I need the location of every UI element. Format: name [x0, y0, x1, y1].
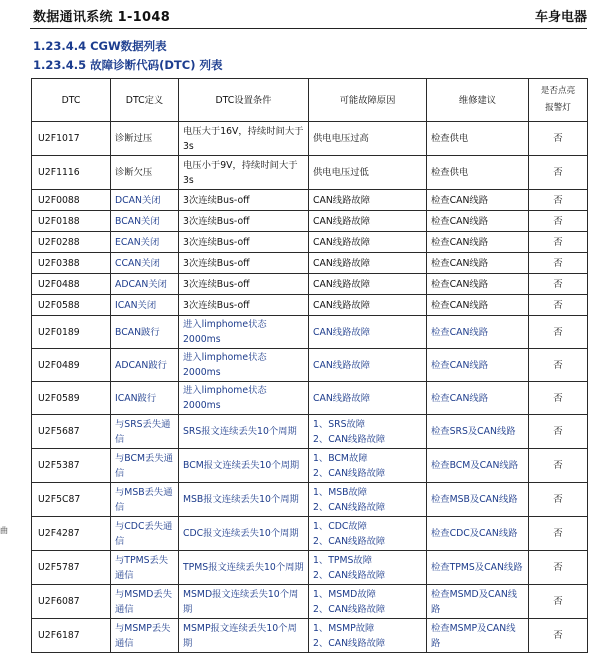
table-row: [32, 349, 588, 382]
cell-dtc: U2F5387: [32, 449, 111, 483]
cause-line-2: 2、CAN线路故障: [313, 569, 386, 581]
cell-cause: CAN线路故障: [309, 211, 427, 232]
header-divider: [30, 28, 587, 29]
cell-dtc: U2F0288: [32, 232, 111, 253]
cell-cause: [309, 449, 427, 483]
cell-dtc: U2F0489: [32, 349, 111, 382]
cell-condition: MSMD报文连续丢失10个周期: [179, 585, 309, 619]
cell-cause: [309, 517, 427, 551]
cell-advice: 检查CAN线路: [427, 232, 529, 253]
cell-cause: CAN线路故障: [309, 349, 427, 382]
cell-warning: 否: [529, 232, 588, 253]
cell-dtc: U2F5787: [32, 551, 111, 585]
cell-warning: 否: [529, 449, 588, 483]
cell-advice: 检查CAN线路: [427, 253, 529, 274]
cell-condition: 电压小于9V，持续时间大于3s: [179, 156, 309, 190]
cell-dtc: U2F0588: [32, 295, 111, 316]
table-row: [32, 585, 588, 619]
cell-cause: CAN线路故障: [309, 253, 427, 274]
cell-warning: 否: [529, 211, 588, 232]
cell-definition: ADCAN跛行: [111, 349, 179, 382]
cell-definition: DCAN关闭: [111, 190, 179, 211]
cell-definition: 与SRS丢失通信: [111, 415, 179, 449]
cause-line-1: 1、CDC故障: [313, 520, 367, 532]
cause-line-2: 2、CAN线路故障: [313, 501, 386, 513]
cell-dtc: U2F1116: [32, 156, 111, 190]
dtc-table: [31, 78, 588, 653]
cause-line-2: 2、CAN线路故障: [313, 603, 386, 615]
cell-condition: 3次连续Bus-off: [179, 274, 309, 295]
cell-dtc: U2F0488: [32, 274, 111, 295]
cell-cause: 供电电压过高: [309, 122, 427, 156]
cell-warning: 否: [529, 349, 588, 382]
cell-advice: 检查CAN线路: [427, 349, 529, 382]
table-row: [32, 190, 588, 211]
table-row: [32, 619, 588, 653]
cell-condition: TPMS报文连续丢失10个周期: [179, 551, 309, 585]
cell-dtc: U2F0589: [32, 382, 111, 415]
page-header: [0, 0, 605, 28]
table-row: [32, 382, 588, 415]
header-warning-line1: 是否点亮: [540, 86, 576, 96]
cell-dtc: U2F5C87: [32, 483, 111, 517]
cell-cause: CAN线路故障: [309, 295, 427, 316]
cell-advice: 检查BCM及CAN线路: [427, 449, 529, 483]
cell-advice: 检查供电: [427, 122, 529, 156]
cause-line-1: 1、MSMD故障: [313, 588, 376, 600]
header-warning-line2: 报警灯: [545, 103, 571, 113]
cell-advice: 检查供电: [427, 156, 529, 190]
cell-definition: BCAN跛行: [111, 316, 179, 349]
header-advice: 维修建议: [427, 79, 529, 122]
table-row: [32, 483, 588, 517]
cell-condition: BCM报文连续丢失10个周期: [179, 449, 309, 483]
header-warning-lamp: [529, 79, 588, 122]
cell-definition: 与BCM丢失通信: [111, 449, 179, 483]
cell-definition: 诊断欠压: [111, 156, 179, 190]
cell-warning: 否: [529, 156, 588, 190]
table-row: [32, 316, 588, 349]
cell-definition: ICAN跛行: [111, 382, 179, 415]
cell-warning: 否: [529, 190, 588, 211]
cell-definition: 与MSMP丢失通信: [111, 619, 179, 653]
cell-cause: [309, 619, 427, 653]
cell-condition: MSB报文连续丢失10个周期: [179, 483, 309, 517]
cell-condition: 电压大于16V，持续时间大于3s: [179, 122, 309, 156]
table-row: [32, 449, 588, 483]
cell-cause: 供电电压过低: [309, 156, 427, 190]
cell-condition: SRS报文连续丢失10个周期: [179, 415, 309, 449]
header-cause: 可能故障原因: [309, 79, 427, 122]
cause-line-1: 1、BCM故障: [313, 452, 368, 464]
cell-definition: ECAN关闭: [111, 232, 179, 253]
cell-warning: 否: [529, 274, 588, 295]
cell-warning: 否: [529, 619, 588, 653]
cause-line-2: 2、CAN线路故障: [313, 467, 386, 479]
margin-marker: 曲: [0, 526, 8, 535]
table-row: [32, 232, 588, 253]
cause-line-1: 1、TPMS故障: [313, 554, 373, 566]
cell-warning: 否: [529, 585, 588, 619]
cell-dtc: U2F1017: [32, 122, 111, 156]
cell-definition: 与MSMD丢失通信: [111, 585, 179, 619]
header-condition: DTC设置条件: [179, 79, 309, 122]
cell-advice: 检查SRS及CAN线路: [427, 415, 529, 449]
cell-condition: 进入limphome状态2000ms: [179, 316, 309, 349]
cell-cause: CAN线路故障: [309, 274, 427, 295]
cell-dtc: U2F6087: [32, 585, 111, 619]
cell-dtc: U2F0088: [32, 190, 111, 211]
cell-advice: 检查CAN线路: [427, 211, 529, 232]
table-row: [32, 211, 588, 232]
cell-condition: CDC报文连续丢失10个周期: [179, 517, 309, 551]
table-row: [32, 274, 588, 295]
cell-cause: CAN线路故障: [309, 190, 427, 211]
cause-line-1: 1、MSB故障: [313, 486, 368, 498]
cell-dtc: U2F0388: [32, 253, 111, 274]
section-heading-dtc-list: 1.23.4.5 故障诊断代码(DTC) 列表: [33, 58, 223, 72]
cell-dtc: U2F4287: [32, 517, 111, 551]
cell-dtc: U2F0188: [32, 211, 111, 232]
table-row: [32, 122, 588, 156]
cell-warning: 否: [529, 253, 588, 274]
cell-definition: 与TPMS丢失通信: [111, 551, 179, 585]
cell-condition: MSMP报文连续丢失10个周期: [179, 619, 309, 653]
table-row: [32, 156, 588, 190]
cell-advice: 检查TPMS及CAN线路: [427, 551, 529, 585]
cell-cause: CAN线路故障: [309, 232, 427, 253]
header-title: 数据通讯系统 1-1048: [33, 10, 171, 25]
cell-warning: 否: [529, 551, 588, 585]
header-definition: DTC定义: [111, 79, 179, 122]
cell-cause: [309, 551, 427, 585]
cell-dtc: U2F0189: [32, 316, 111, 349]
cell-dtc: U2F5687: [32, 415, 111, 449]
cell-definition: BCAN关闭: [111, 211, 179, 232]
cell-warning: 否: [529, 295, 588, 316]
cell-warning: 否: [529, 415, 588, 449]
cell-advice: 检查CAN线路: [427, 190, 529, 211]
cell-definition: 诊断过压: [111, 122, 179, 156]
table-row: [32, 415, 588, 449]
cause-line-2: 2、CAN线路故障: [313, 535, 386, 547]
table-row: [32, 253, 588, 274]
cell-advice: 检查CAN线路: [427, 316, 529, 349]
cell-definition: ICAN关闭: [111, 295, 179, 316]
header-dtc: DTC: [32, 79, 111, 122]
section-heading-data-list: 1.23.4.4 CGW数据列表: [33, 39, 167, 53]
cell-cause: [309, 585, 427, 619]
cell-condition: 3次连续Bus-off: [179, 190, 309, 211]
cell-condition: 3次连续Bus-off: [179, 211, 309, 232]
cell-cause: [309, 483, 427, 517]
cell-advice: 检查MSB及CAN线路: [427, 483, 529, 517]
cell-condition: 进入limphome状态2000ms: [179, 349, 309, 382]
table-row: [32, 295, 588, 316]
table-header-row: [32, 79, 588, 122]
cell-cause: [309, 415, 427, 449]
cell-cause: CAN线路故障: [309, 316, 427, 349]
cell-advice: 检查MSMP及CAN线路: [427, 619, 529, 653]
cell-condition: 进入limphome状态2000ms: [179, 382, 309, 415]
cell-cause: CAN线路故障: [309, 382, 427, 415]
cell-definition: 与CDC丢失通信: [111, 517, 179, 551]
cell-condition: 3次连续Bus-off: [179, 232, 309, 253]
cause-line-2: 2、CAN线路故障: [313, 637, 386, 649]
cell-advice: 检查CAN线路: [427, 382, 529, 415]
cell-dtc: U2F6187: [32, 619, 111, 653]
cause-line-2: 2、CAN线路故障: [313, 433, 386, 445]
cell-warning: 否: [529, 517, 588, 551]
cell-definition: CCAN关闭: [111, 253, 179, 274]
table-row: [32, 517, 588, 551]
cause-line-1: 1、MSMP故障: [313, 622, 375, 634]
header-chapter: 车身电器: [534, 10, 587, 25]
table-row: [32, 551, 588, 585]
cell-warning: 否: [529, 382, 588, 415]
cell-warning: 否: [529, 316, 588, 349]
cell-condition: 3次连续Bus-off: [179, 253, 309, 274]
cell-advice: 检查CAN线路: [427, 274, 529, 295]
cause-line-1: 1、SRS故障: [313, 418, 366, 430]
cell-warning: 否: [529, 483, 588, 517]
cell-definition: ADCAN关闭: [111, 274, 179, 295]
cell-warning: 否: [529, 122, 588, 156]
cell-advice: 检查CAN线路: [427, 295, 529, 316]
cell-definition: 与MSB丢失通信: [111, 483, 179, 517]
cell-condition: 3次连续Bus-off: [179, 295, 309, 316]
cell-advice: 检查CDC及CAN线路: [427, 517, 529, 551]
cell-advice: 检查MSMD及CAN线路: [427, 585, 529, 619]
